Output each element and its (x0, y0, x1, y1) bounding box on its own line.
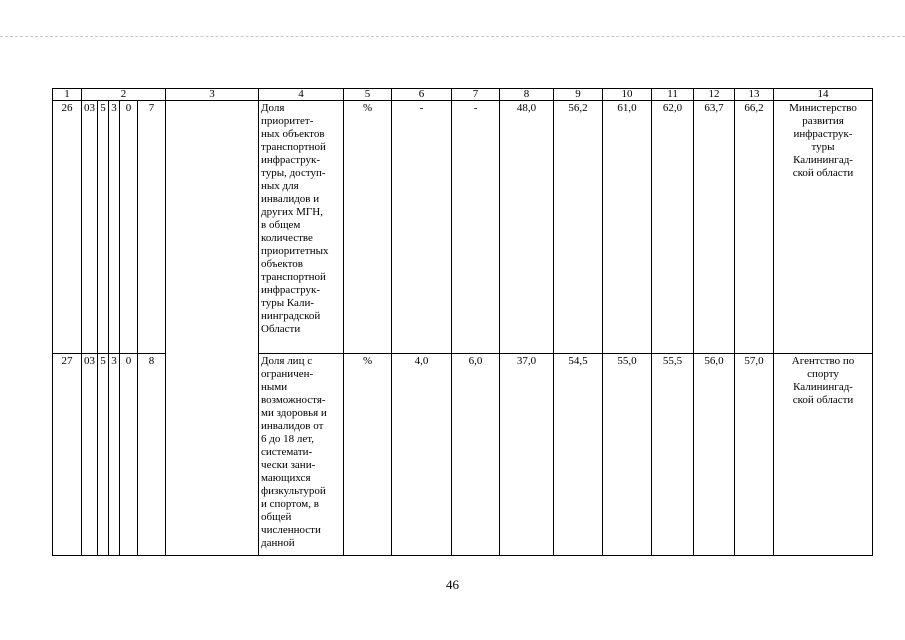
code-cell: 5 (98, 101, 109, 354)
top-rule (0, 36, 905, 37)
header-cell: 11 (652, 89, 694, 101)
header-cell: 6 (392, 89, 452, 101)
value-cell: 61,0 (603, 101, 652, 354)
header-cell: 14 (774, 89, 873, 101)
col3-cell (166, 101, 259, 556)
header-cell: 10 (603, 89, 652, 101)
page-number: 46 (446, 577, 459, 592)
header-cell: 7 (452, 89, 500, 101)
header-cell: 12 (694, 89, 735, 101)
value-cell: - (392, 101, 452, 354)
indicator-cell: Доля лиц с ограничен- ными возможностя- ми здоровья и инвалидов от 6 до 18 лет, системати- чески зани- мающихся физкультурой и спортом, в общей численности данной (259, 354, 344, 556)
value-cell: 6,0 (452, 354, 500, 556)
code-cell: 8 (138, 354, 166, 556)
row-number: 27 (53, 354, 82, 556)
value-cell: 63,7 (694, 101, 735, 354)
code-cell: 03 (82, 101, 98, 354)
header-cell: 13 (735, 89, 774, 101)
unit-cell: % (344, 354, 392, 556)
value-cell: 56,2 (554, 101, 603, 354)
value-cell: 37,0 (500, 354, 554, 556)
table-row (53, 101, 873, 354)
value-cell: 56,0 (694, 354, 735, 556)
value-cell: 66,2 (735, 101, 774, 354)
code-cell: 7 (138, 101, 166, 354)
code-cell: 3 (109, 101, 120, 354)
code-cell: 5 (98, 354, 109, 556)
header-cell: 3 (166, 89, 259, 101)
header-cell: 5 (344, 89, 392, 101)
header-cell: 8 (500, 89, 554, 101)
row-number: 26 (53, 101, 82, 354)
value-cell: 55,5 (652, 354, 694, 556)
value-cell: 4,0 (392, 354, 452, 556)
header-cell: 9 (554, 89, 603, 101)
header-row (53, 89, 873, 101)
value-cell: 48,0 (500, 101, 554, 354)
indicator-cell: Доля приоритет- ных объектов транспортной инфраструк- туры, доступ- ных для инвалидов и других МГН, в общем количестве приоритетных объектов транспортной инфраструк- туры Кали- нинградской Области (259, 101, 344, 354)
header-cell: 4 (259, 89, 344, 101)
code-cell: 3 (109, 354, 120, 556)
code-cell: 0 (120, 354, 138, 556)
header-cell: 2 (82, 89, 166, 101)
value-cell: - (452, 101, 500, 354)
header-cell: 1 (53, 89, 82, 101)
code-cell: 0 (120, 101, 138, 354)
indicators-table (52, 88, 873, 556)
value-cell: 57,0 (735, 354, 774, 556)
responsible-org-cell: Агентство по спорту Калинингад- ской области (774, 354, 873, 556)
unit-cell: % (344, 101, 392, 354)
value-cell: 55,0 (603, 354, 652, 556)
value-cell: 62,0 (652, 101, 694, 354)
responsible-org-cell: Министерство развития инфраструк- туры Калинингад- ской области (774, 101, 873, 354)
code-cell: 03 (82, 354, 98, 556)
value-cell: 54,5 (554, 354, 603, 556)
